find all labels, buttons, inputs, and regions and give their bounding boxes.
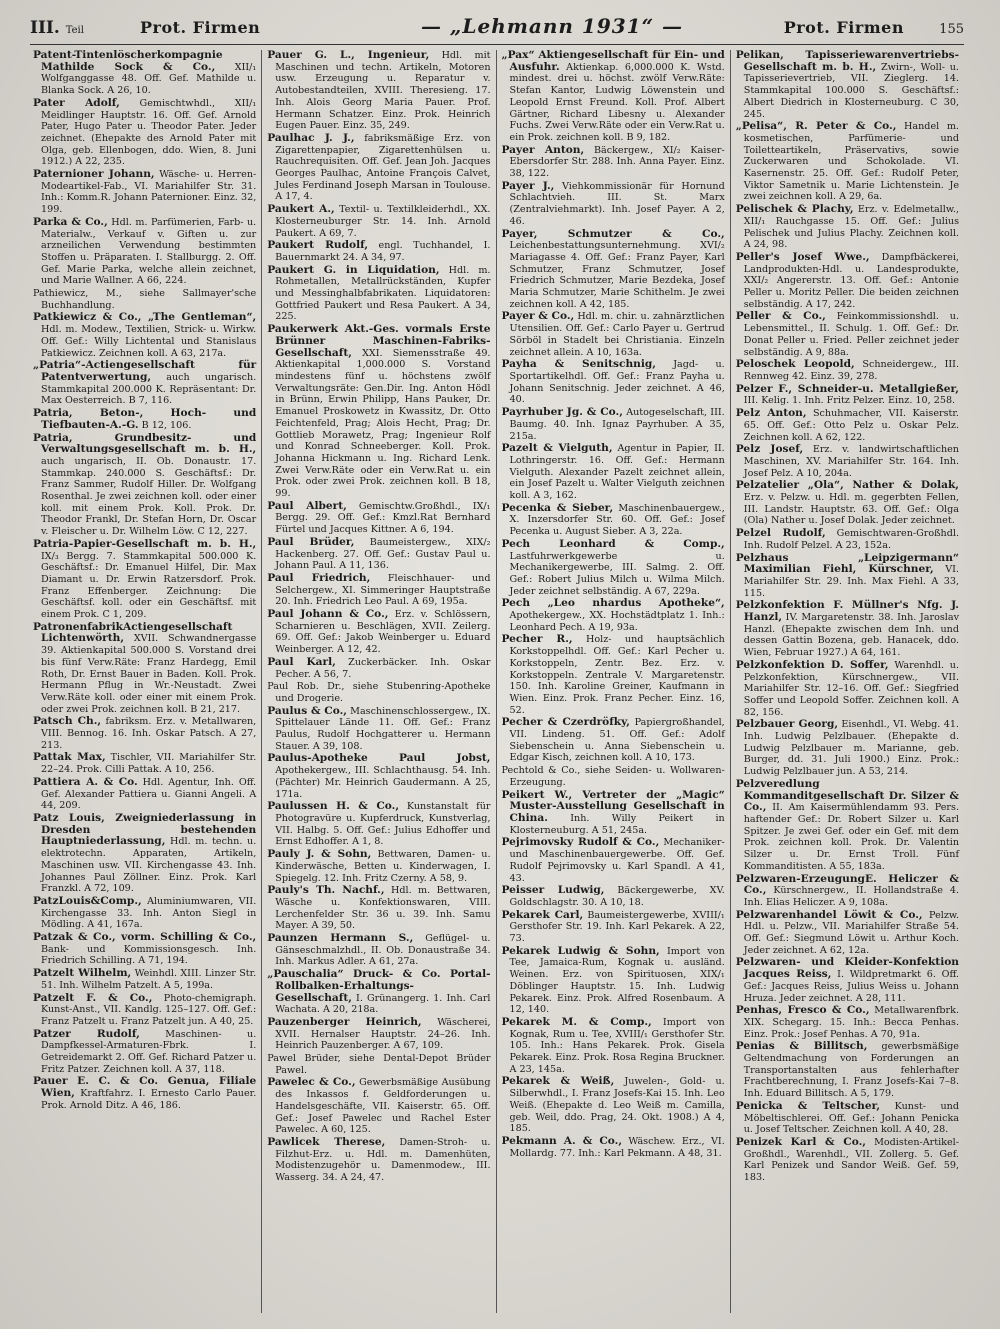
firm-details: Warenhdl. u. Pelzkonfektion, Kürschnergew., VII. Mariahilfer Str. 12–16. Off. Gef.: Siegfried Soffer und Leopold Soffer. Zeichnen koll. A 82, 156.: [743, 659, 959, 718]
firm-name: Patent-Tintenlöscherkompagnie Mathilde Sock & Co.,: [33, 50, 223, 73]
firm-details: Photo-chemigraph. Kunst-Anst., VII. Kandlg. 125–127. Off. Gef.: Franz Patzelt u. Franz Patzelt jun. A 40, 25.: [41, 992, 257, 1027]
firm-name: Paulus-Apotheke Paul Jobst,: [267, 752, 491, 765]
firm-details: Hdl. Agentur, Inh. Off. Gef. Alexander Pattiera u. Gianni Angeli. A 44, 209.: [41, 776, 257, 812]
firm-details: Jagd- u. Sportartikelhdl. Off. Gef.: Franz Payha u. Johann Senitschnig. Jeder zeichnet. A 46, 40.: [509, 359, 725, 406]
page-number: 155: [939, 22, 964, 37]
firm-details: Damen-Stroh- u. Filzhut-Erz. u. Hdl. m. Damenhüten, Modistenzugehör u. Damenmodew., III. Wasserg. 34. A 24, 47.: [275, 1136, 491, 1184]
firm-name: Paternioner Johann,: [33, 168, 155, 181]
firm-name: Pelzveredlung Kommanditgesellschaft Dr. Silzer & Co.,: [735, 777, 959, 814]
firm-details: VI. Mariahilfer Str. 29. Inh. Max Fiehl. A 33, 115.: [743, 564, 959, 599]
directory-entry: [736, 874, 959, 909]
directory-entry: [267, 1017, 490, 1052]
column-2: [262, 50, 496, 1313]
directory-entry: [502, 1017, 725, 1076]
directory-entry: [267, 933, 490, 968]
firm-name: Pater Adolf,: [33, 96, 120, 109]
firm-details: Kürschnergew., II. Hollandstraße 4. Inh. Elias Heliczer. A 9, 108a.: [743, 885, 959, 908]
firm-details: Zwirn-, Woll- u. Tapisserievertrieb, VII. Zieglerg. 14. Stammkapital 100.000 S. Geschäftsf.: Albert Diedrich in Klosterneuburg. C 30, 245.: [743, 61, 959, 120]
firm-details: Viehkommissionär für Hornund Schlachtvieh. III. St. Marx (Zentralviehmarkt). Inh. Josef Payer. A 2, 46.: [509, 180, 725, 227]
directory-entry: [502, 634, 725, 716]
firm-details: Maschinenbauergew., X. Inzersdorfer Str. 60. Off. Gef.: Josef Pecenka u. August Sieber. A 3, 22a.: [509, 502, 725, 538]
firm-name: Patzelt Wilhelm,: [33, 967, 132, 980]
firm-name: Peller's Josef Wwe.,: [735, 250, 870, 263]
directory-entry: [736, 1005, 959, 1040]
part-label: [30, 18, 140, 38]
directory-entry: [736, 600, 959, 659]
firm-name: Pelzkonfektion D. Soffer,: [735, 658, 889, 671]
firm-details: I. Grünangerg. 1. Inh. Carl Wachata. A 20, 218a.: [275, 992, 491, 1016]
firm-details: Juwelen-, Gold- u. Silberwhdl., I. Franz Josefs-Kai 15. Inh. Leo Weiß. (Ehepakte d. Leo Weiß m. Camilla, geb. Weil, ddo. Prag, 24. Okt. 1908.) A 4, 185.: [509, 1076, 725, 1135]
firm-name: „Patria“-Actiengesellschaft für Patentverwertung,: [33, 359, 257, 383]
firm-details: Weinhdl. XIII. Linzer Str. 51. Inh. Wilhelm Patzelt. A 5, 199a.: [41, 968, 257, 991]
firm-details: Tischler, VII. Mariahilfer Str. 22–24. Prok. Cilli Pattak. A 10, 256.: [41, 752, 257, 776]
directory-entry: [736, 553, 959, 600]
firm-details: Pelzw. Hdl. u. Pelzw., VII. Mariahilfer Straße 54. Off. Gef.: Siegmund Löwit u. Arthur Koch. Jeder zeichnet. A 62, 12a.: [743, 909, 959, 956]
firm-details: Wäschew. Erz., VI. Mollardg. 77. Inh.: Karl Pekmann. A 48, 31.: [509, 1135, 725, 1159]
directory-entry: [267, 1137, 490, 1184]
firm-name: Patria, Grundbesitz- und Verwaltungsgesellschaft m. b. H.,: [33, 431, 257, 456]
firm-name: Patzak & Co., vorm. Schilling & Co.,: [33, 931, 257, 944]
firm-name: Pecher & Czerdröfky,: [501, 716, 630, 729]
firm-name: Pelz Anton,: [735, 407, 807, 420]
firm-details: Kunstanstalt für Photogravüre u. Kupferdruck, Kunstverlag, VII. Halbg. 5. Off. Gef.: Julius Edhoffer und Ernst Edhoffer. A 1, 8.: [275, 801, 491, 848]
firm-name: Pekarek Carl,: [501, 908, 584, 921]
firm-name: Pelzwarenhandel Löwit & Co.,: [735, 908, 923, 921]
directory-entry: [502, 837, 725, 884]
section-left: Prot. Firmen: [140, 18, 261, 37]
directory-entry: [736, 252, 959, 311]
firm-name: Peller & Co.,: [735, 310, 826, 323]
firm-name: Patzer Rudolf,: [33, 1027, 140, 1040]
firm-name: Pelzhaus „Leipzigermann“ Maximilian Fiehl, Kürschner,: [735, 551, 959, 576]
firm-name: „Pelisa“, R. Peter & Co.,: [735, 120, 897, 133]
firm-details: auch ungarisch, II. Ob. Donaustr. 17. Stammkap. 240.000 S. Geschäftsf.: Dr. Franz Sammer, Rudolf Hiller. Dr. Wolfgang Rosenthal. Je zwei zeichnen koll. oder einer koll. mit einem Prok. Koll. Prok. Dr. Theodor Frankl, Dr. Stefan Horn, Dr. Oscar v. Fleischer u. Dr. Wilhelm Löw. C 12, 227.: [41, 455, 257, 538]
directory-entry: [33, 716, 256, 751]
firm-details: Pechtold & Co., siehe Seiden- u. Wollwaren-Erzeugung.: [501, 765, 725, 788]
directory-entry: [502, 359, 725, 406]
firm-name: Paulussen H. & Co.,: [267, 800, 400, 813]
directory-entry: [33, 360, 256, 407]
directory-entry: [267, 537, 490, 572]
firm-details: fabriksm. Erz. v. Metallwaren, VIII. Bennog. 16. Inh. Oskar Patsch. A 27, 213.: [41, 716, 257, 751]
firm-details: Dampfbäckerei, Landprodukten-Hdl. u. Landesprodukte, XXI/₂ Angererstr. 13. Off. Gef.: Antonie Peller u. Moritz Peller. Die beiden zeichnen selbständig. A 17, 242.: [743, 251, 959, 310]
firm-details: auch ungarisch. Stammkapital 200.000 K. Repräsentant: Dr. Max Oesterreich. B 7, 116.: [41, 371, 257, 407]
firm-name: Patria, Beton-, Hoch- und Tiefbauten-A.-G.: [33, 407, 257, 431]
firm-name: Paul Brüder,: [267, 535, 355, 548]
directory-entry: [267, 753, 490, 800]
directory-entry: [502, 1076, 725, 1135]
firm-details: Kunst- und Möbeltischlerei. Off. Gef.: Johann Penicka u. Josef Teltscher. Zeichnen koll. A 40, 28.: [743, 1100, 959, 1136]
directory-entry: [736, 957, 959, 1004]
firm-details: Maschinenschlossergew., IX. Spittelauer Lände 11. Off. Gef.: Franz Paulus, Rudolf Hochgatterer u. Hermann Stauer. A 39, 108.: [275, 705, 491, 752]
directory-entry: [267, 657, 490, 680]
firm-name: Payer & Co.,: [501, 310, 575, 323]
firm-name: Paulus & Co.,: [267, 704, 347, 717]
firm-details: Mechaniker- und Maschinenbauergewerbe. Off. Gef. Rudolf Pejrimovsky u. Karl Spandl. A 41, 43.: [509, 837, 725, 884]
directory-entry: [267, 801, 490, 848]
firm-details: Bäckergewerbe, XV. Goldschlagstr. 30. A 10, 18.: [509, 885, 725, 908]
directory-entry: [736, 50, 959, 120]
firm-details: Schuhmacher, VII. Kaiserstr. 65. Off. Gef.: Otto Pelz u. Oskar Pelz. Zeichnen koll. A 62, 122.: [743, 408, 959, 443]
directory-entry: [267, 1077, 490, 1136]
firm-name: Paukert G. in Liquidation,: [267, 263, 440, 276]
firm-name: Patria-Papier-Gesellschaft m. b. H.,: [33, 537, 257, 550]
firm-details: Kraftfahrz. I. Ernesto Carlo Pauer. Prok. Arnold Ditz. A 46, 186.: [41, 1088, 257, 1111]
firm-details: Handel m. kosmetischen, Parfümerie- und Toiletteartikeln, Präservativs, sowie Zuckerwaren und Schokolade. VI. Kasernenstr. 25. Off. Gef.: Rudolf Peter, Viktor Sametnik u. Marie Lichtenstein. Je zwei zeichnen koll. A 29, 6a.: [743, 121, 959, 203]
directory-entry: [736, 408, 959, 443]
column-4: [731, 50, 964, 1313]
directory-entry: [502, 717, 725, 764]
firm-details: Wäsche- u. Herren-Modeartikel-Fab., VI. Mariahilfer Str. 31. Inh.: Komm.R. Johann Paternioner. Einz. 32, 199.: [41, 169, 257, 216]
directory-entry: [267, 204, 490, 239]
firm-details: Papiergroßhandel, VII. Lindeng. 51. Off. Gef.: Adolf Siebenschein u. Anna Siebenschein u. Edgar Kisch, zeichnen koll. A 10, 173.: [509, 717, 725, 764]
firm-details: Bank- und Kommissionsgesch. Inh. Friedrich Schilling. A 71, 194.: [41, 943, 257, 967]
firm-name: Pauer G. L., Ingenieur,: [267, 50, 430, 61]
firm-name: Payha & Senitschnig,: [501, 358, 656, 371]
firm-name: Pech Leonhard & Comp.,: [501, 537, 725, 550]
column-1: [28, 50, 262, 1313]
firm-name: Pelzkonfektion F. Müllner's Nfg. J. Hanzl,: [735, 599, 959, 624]
firm-name: Pelzbauer Georg,: [735, 718, 839, 731]
directory-entry: [502, 790, 725, 837]
firm-details: XII/₁ Wolfganggasse 48. Off. Gef. Mathilde u. Blanka Sock. A 26, 10.: [41, 61, 257, 97]
firm-name: Patsch Ch.,: [33, 715, 102, 728]
firm-name: Pelzwaren-ErzeugungE. Heliczer & Co.,: [735, 872, 959, 897]
directory-entry: [267, 609, 490, 656]
firm-details: Baumeistergewerbe, XVIII/₁ Gersthofer Str. 19. Inh. Karl Pekarek. A 22, 73.: [509, 909, 725, 945]
running-title: — „Lehmann 1931“ —: [420, 14, 684, 38]
directory-entry: [736, 660, 959, 719]
directory-entry: [33, 217, 256, 287]
directory-entry: [736, 1101, 959, 1136]
firm-details: Agentur in Papier, II. Lothringerstr. 16. Off. Gef.: Hermann Vielguth. Alexander Pazelt zeichnet allein, ein Josef Pazelt u. Walter Vielguth zeichnen koll. A 3, 162.: [509, 443, 725, 502]
firm-details: gewerbsmäßige Geltendmachung von Forderungen an Transportanstalten aus fehlerhafter Frachtberechnung, I. Franz Josefs-Kai 7–8. Inh. Eduard Billitsch. A 5, 179.: [743, 1041, 959, 1100]
firm-name: Patz Louis, Zweigniederlassung in Dresden bestehenden Hauptniederlassung,: [33, 812, 257, 848]
directory-entry: [736, 719, 959, 778]
directory-entry: [33, 408, 256, 431]
firm-details: Schneidergew., III. Rennweg 42. Einz. 39, 278.: [743, 359, 959, 382]
directory-entry: [502, 311, 725, 358]
part-number: III.: [30, 18, 60, 38]
firm-name: Payer, Schmutzer & Co.,: [501, 227, 725, 240]
firm-name: Pauly's Th. Nachf.,: [267, 884, 385, 897]
firm-details: Paul Rob. Dr., siehe Stubenring-Apotheke und Drogerie.: [267, 681, 491, 704]
page-header: [30, 14, 964, 45]
firm-details: B 12, 106.: [141, 419, 192, 431]
directory-entry: [502, 145, 725, 180]
directory-entry: [33, 1076, 256, 1111]
directory-entry: [267, 324, 490, 500]
firm-name: Paul Friedrich,: [267, 571, 371, 584]
firm-name: Pelzer F., Schneider-u. Metallgießer,: [735, 382, 959, 395]
directory-entry: [33, 813, 256, 895]
directory-entry: [736, 528, 959, 551]
firm-name: Pawelec & Co.,: [267, 1076, 356, 1089]
firm-details: Holz- und hauptsächlich Korkstoppelhdl. Off. Gef.: Karl Pecher u. Korkstoppeln, Zentr. Bez. Erz. v. Korkstoppeln. Zentrale V. Margaretenstr. 150. Inh. Karoline Greiner, Kaufmann in Wien. Einz. Prok. Franz Pecher. Einz. 16, 52.: [509, 634, 725, 716]
firm-name: Paukerwerk Akt.-Ges. vormals Erste Brünner Maschinen-Fabriks-Gesellschaft,: [267, 323, 491, 359]
firm-details: Gemischtwaren-Großhdl. Inh. Rudolf Pelzel. A 23, 152a.: [743, 528, 959, 551]
directory-entry: [267, 50, 490, 132]
firm-name: Payer J.,: [501, 179, 555, 192]
firm-name: Pejrimovsky Rudolf & Co.,: [501, 836, 660, 849]
firm-name: PatronenfabrikActiengesellschaft Lichtenwörth,: [33, 620, 233, 645]
firm-details: Maschinen- u. Dampfkessel-Armaturen-Fbrk. I. Getreidemarkt 2. Off. Gef. Richard Patzer u. Fritz Patzer. Zeichnen koll. A 37, 118.: [41, 1028, 257, 1075]
directory-entry: [502, 443, 725, 502]
directory-entry: [33, 288, 256, 311]
firm-details: Zuckerbäcker. Inh. Oskar Pecher. A 56, 7.: [275, 656, 491, 680]
firm-details: Feinkommissionshdl. u. Lebensmittel., II. Schulg. 1. Off. Gef.: Dr. Donat Peller u. Fried. Peller zeichnet jeder selbständig. A 9, 88a.: [743, 311, 959, 358]
firm-name: Pauzenberger Heinrich,: [267, 1015, 422, 1028]
directory-entry: [736, 121, 959, 203]
firm-name: Pelzel Rudolf,: [735, 527, 826, 540]
firm-name: Patzelt F. & Co.,: [33, 991, 153, 1004]
firm-name: Payrhuber Jg. & Co.,: [501, 406, 623, 419]
directory-entry: [267, 885, 490, 932]
firm-details: XXI. Siemensstraße 49. Aktienkapital 1,000.000 S. Vorstand mindestens fünf u. höchstens zwölf Verwaltungsräte: Gen.Dir. Ing. Anton Hödl in Brünn, Erwin Philipp, Hans Pauker, Dr. Emanuel Proskowetz in Kwassitz, Dr. Otto Feichtenfeld, Prag; Alois Hecht, Prag; Dr. Gottlieb Morawetz, Prag; Ingenieur Rolf und Konrad Schneeberger. Koll. Prok. Johanna Hickmann u. Ing. Richard Lenk. Zwei Verw.Räte oder ein Verw.Rat u. ein Prok. oder zwei Prok. zeichnen koll. B 18, 99.: [275, 347, 491, 500]
firm-name: Pelischek & Plachy,: [735, 203, 854, 216]
firm-name: Pelz Josef,: [735, 443, 804, 456]
firm-details: Lastfuhrwerkgewerbe u. Mechanikergewerbe, III. Salmg. 2. Off. Gef.: Robert Julius Milch u. Wilma Milch. Jeder zeichnet selbständig. A 67, 229a.: [509, 550, 725, 597]
firm-details: Geflügel- u. Gänseschmalzhdl., II. Ob. Donaustraße 34. Inh. Markus Adler. A 61, 27a.: [275, 933, 491, 968]
firm-name: Pecher R.,: [501, 633, 573, 646]
firm-details: Erz. v. landwirtschaftlichen Maschinen, XV. Mariahilfer Str. 164. Inh. Josef Pelz. A 10, 204a.: [743, 444, 959, 479]
firm-name: Pauly J. & Sohn,: [267, 848, 372, 861]
firm-details: Bettwaren, Damen- u. Kinderwäsche, Betten u. Kinderwagen, I. Spiegelg. 12. Inh. Fritz Czerny. A 58, 9.: [275, 849, 491, 884]
directory-entry: [267, 133, 490, 203]
directory-entry: [267, 501, 490, 536]
firm-details: Aktienkap. 6,000.000 K. Wstd. mindest. drei u. höchst. zwölf Verw.Räte: Stefan Kantor, Ludwig Löwenstein und Leopold Ernst Freund. Koll. Prof. Albert Gärtner, Richard Libesny u. Alexander Fuchs. Zwei Verw.Räte oder ein Verw.Rat u. ein Prok. zeichnen koll. B 9, 182.: [509, 61, 725, 143]
firm-details: Gemischtwhdl., XII/₁ Meidlinger Hauptstr. 16. Off. Gef. Arnold Pater, Hugo Pater u. Theodor Pater. Jeder zeichnet. (Ehepakte des Arnold Pater mit Olga, geb. Ellenbogen, ddo. Wien, 8. Juni 1912.) A 22, 235.: [41, 97, 257, 168]
directory-entry: [267, 240, 490, 263]
firm-details: Textil- u. Textilkleiderhdl., XX. Klosterneuburger Str. 14. Inh. Arnold Paukert. A 69, 7.: [275, 204, 491, 239]
directory-entry: [267, 573, 490, 608]
firm-details: Inh. Willy Peikert in Klosterneuburg. A 51, 245a.: [509, 813, 725, 836]
firm-details: fabriksmäßige Erz. von Zigarettenpapier, Zigarettenhülsen u. Rauchrequisiten. Off. Gef. Jean Joh. Jacques Georges Paulhac, Antoine François Calvet, Jules Ferdinand Joseph Marsan in Toulouse. A 17, 4.: [275, 132, 491, 203]
directory-entry: [267, 1053, 490, 1076]
firm-details: Fleischhauer- und Selchergew., XI. Simmeringer Hauptstraße 20. Inh. Friedrich Leo Paul. A 69, 195a.: [275, 572, 491, 608]
firm-details: II. Am Kaisermühlendamm 93. Pers. haftender Gef.: Dr. Robert Silzer u. Karl Spitzer. Je zwei Gef. oder ein Gef. mit dem Prok. zeichnen koll. Prok. Dr. Valentin Silzer u. Dr. Ernst Troll. Fünf Kommanditisten. A 55, 183a.: [743, 802, 959, 872]
firm-name: Patkiewicz & Co., „The Gentleman“,: [33, 311, 257, 324]
firm-name: Paul Johann & Co.,: [267, 608, 389, 621]
directory-entry: [736, 480, 959, 527]
firm-details: Hdl. m. chir. u. zahnärztlichen Utensilien. Off. Gef.: Carlo Payer u. Gertrud Sörböl in Stadelt bei Christiania. Einzeln zeichnet allein. A 10, 163a.: [509, 311, 725, 358]
firm-details: Hdl. m. Parfümerien, Farb- u. Materialw., Verkauf v. Giften u. zur arzneilichen Verwendung bestimmten Stoffen u. Präparaten. I. Stallburgg. 2. Off. Gef. Marie Parka, welche allein zeichnet, und Marie Wallner. A 66, 224.: [41, 216, 257, 287]
firm-name: Peisser Ludwig,: [501, 884, 605, 897]
firm-name: Pech „Leo nhardus Apotheke“,: [501, 597, 725, 610]
firm-details: Leichenbestattungsunternehmung. XVI/₂ Mariagasse 4. Off. Gef.: Franz Payer, Karl Schmutzer, Franz Schmutzer, Josef Friedrich Schmutzer, Marie Bezdeka, Josef Maria Schmutzer, Marie Schithelm. Je zwei zeichnen koll. A 42, 185.: [509, 240, 725, 310]
firm-name: Pekarek Ludwig & Sohn,: [501, 944, 660, 957]
firm-details: Hdl. m. techn. u. elektrotechn. Apparaten, Artikeln, Maschinen usw. VII. Kirchengasse 43. Inh. Johannes Paul Zöllner. Einz. Prok. Karl Franzkl. A 72, 109.: [41, 836, 257, 895]
firm-details: Modisten-Artikel-Großhdl., Warenhdl., VII. Zollerg. 5. Gef. Karl Penizek und Sandor Weiß. Gef. 59, 183.: [743, 1136, 959, 1184]
directory-entry: [502, 407, 725, 442]
firm-details: Import von Tee, Jamaica-Rum, Kognak u. ausländ. Weinen. Erz. von Spirituosen, XIX/₁ Döblinger Hauptstr. 15. Inh. Ludwig Pekarek. Einz. Prok. Alfred Rosenbaum. A 12, 140.: [509, 945, 725, 1016]
directory-entry: [736, 1041, 959, 1100]
firm-name: Paukert A.,: [267, 203, 335, 216]
firm-details: Erz. v. Schlössern, Scharnieren u. Beschlägen, XVII. Zeilerg. 69. Off. Gef.: Jakob Weinberger u. Eduard Weinberger. A 12, 42.: [275, 609, 491, 656]
directory-entry: [502, 539, 725, 598]
firm-name: Pekmann A. & Co.,: [501, 1134, 623, 1147]
directory-entry: [33, 993, 256, 1028]
directory-entry: [33, 312, 256, 359]
directory-entry: [267, 681, 490, 704]
firm-name: Paul Albert,: [267, 499, 347, 512]
firm-details: Apothekergew., III. Schlachthausg. 54. Inh. (Pächter) Mr. Heinrich Gaudermann. A 25, 171a.: [275, 765, 491, 800]
firm-details: Baumeistergew., XIX/₂ Hackenberg. 27. Off. Gef.: Gustav Paul u. Johann Paul. A 11, 136.: [275, 536, 491, 572]
directory-entry: [267, 706, 490, 753]
firm-name: Pattak Max,: [33, 751, 106, 764]
directory-entry: [33, 622, 256, 716]
firm-name: Penias & Billitsch,: [735, 1040, 868, 1053]
firm-details: Hdl. m. Bettwaren, Wäsche u. Konfektionswaren, VIII. Lerchenfelder Str. 36 u. 39. Inh. Samu Mayer. A 39, 50.: [275, 885, 491, 932]
firm-name: Paunzen Hermann S.,: [267, 932, 414, 945]
part-teil: Teil: [65, 25, 84, 36]
firm-name: Pecenka & Sieber,: [501, 501, 614, 514]
firm-details: Hdl. m. Modew., Textilien, Strick- u. Wirkw. Off. Gef.: Willy Lichtental und Stanislaus Patkiewicz. Zeichnen koll. A 63, 217a.: [41, 324, 257, 359]
directory-entry: [33, 539, 256, 621]
directory-entry: [33, 433, 256, 538]
firm-details: Import von Kognak, Rum u. Tee, XVIII/₁ Gersthofer Str. 105. Inh.: Hans Pekarek. Prok. Gisela Pekarek. Einz. Prok. Rosa Regina Bruckner. A 23, 145a.: [509, 1016, 725, 1075]
firm-details: Bäckergew., XI/₂ Kaiser-Ebersdorfer Str. 288. Inh. Anna Payer. Einz. 38, 122.: [509, 144, 725, 180]
firm-name: Pelzwaren- und Kleider-Konfektion Jacques Reiss,: [735, 956, 959, 981]
firm-name: Penhas, Fresco & Co.,: [735, 1004, 870, 1017]
directory-entry: [502, 229, 725, 311]
directory-entry: [267, 849, 490, 884]
directory-entry: [736, 311, 959, 358]
directory-entry: [267, 969, 490, 1016]
firm-name: Pauer E. C. & Co. Genua, Filiale Wien,: [33, 1075, 257, 1100]
firm-name: Paukert Rudolf,: [267, 239, 369, 252]
directory-entry: [502, 765, 725, 788]
directory-entry: [33, 50, 256, 97]
directory-entry: [33, 968, 256, 991]
firm-name: Penizek Karl & Co.,: [735, 1135, 866, 1148]
firm-details: Autogeselschaft, III. Baumg. 40. Inh. Ignaz Payrhuber. A 35, 215a.: [509, 407, 725, 442]
firm-name: Parka & Co.,: [33, 215, 108, 228]
directory-entry: [736, 204, 959, 251]
directory-entry: [502, 885, 725, 908]
firm-name: Pattiera A. & Co.: [33, 775, 138, 788]
section-right: Prot. Firmen: [783, 18, 904, 37]
firm-details: Pawel Brüder, siehe Dental-Depot Brüder Pawel.: [267, 1053, 491, 1076]
firm-details: Metallwarenfbrk. XIX. Schegarg. 15. Inh.: Becca Penhas. Einz. Prok.: Josef Penhas. A 70, 91a.: [743, 1005, 959, 1040]
directory-entry: [736, 1137, 959, 1184]
firm-details: Gewerbsmäßige Ausübung des Inkassos f. Geldforderungen u. Handelsgeschäfte, VII. Kaiserstr. 65. Off. Gef.: Josef Pawelec und Rachel Ester Pawelec. A 60, 125.: [275, 1077, 491, 1136]
firm-name: „Pax“ Aktiengesellschaft für Ein- und Ausfuhr.: [501, 50, 725, 73]
firm-name: Pelzatelier „Ola“, Nather & Dolak,: [735, 479, 959, 492]
directory-entry: [33, 752, 256, 775]
firm-name: „Pauschalia“ Druck- & Co. Portal-Rollbalken-Erhaltungs-Gesellschaft,: [267, 968, 491, 1004]
directory-entry: [736, 384, 959, 407]
directory-entry: [502, 910, 725, 945]
firm-details: engl. Tuchhandel, I. Bauernmarkt 24. A 34, 97.: [275, 240, 491, 263]
directory-entry: [502, 946, 725, 1016]
directory-entry: [502, 503, 725, 538]
directory-entry: [33, 932, 256, 967]
firm-details: Erz. v. Edelmetallw., XII/₁ Rauchgasse 15. Off. Gef.: Julius Pelischek und Julius Plachy. Zeichnen koll. A 24, 98.: [743, 204, 959, 251]
firm-name: Peloschek Leopold,: [735, 358, 855, 371]
directory-entry: [33, 98, 256, 168]
firm-details: Hdl. m. Rohmetallen, Metallrückständen, Kupfer und Messinghalbfabrikaten. Liquidatoren: Gottfried Paukert und Resa Paukert. A 34, 225.: [275, 264, 491, 323]
firm-details: Pathiewicz, M., siehe Sallmayer'sche Buchhandlung.: [33, 288, 257, 311]
firm-details: XVII. Schwandnergasse 39. Aktienkapital 500.000 S. Vorstand drei bis fünf Verw.Räte: Franz Hardegg, Emil Roth, Dr. Ernst Bauer in Baden. Koll. Prok. Hermann Pflug in Wr.-Neustadt. Zwei Verw.Räte koll. oder einer mit einem Prok. oder zwei Prok. zeichnen koll. B 21, 217.: [41, 633, 257, 715]
firm-details: IV. Margaretenstr. 38. Inh. Jaroslav Hanzl. (Ehepakte zwischen dem Inh. und dessen Gattin Bozena, geb. Hanacek, ddo. Wien, Februar 1927.) A 64, 161.: [743, 612, 959, 659]
firm-details: I. Wildpretmarkt 6. Off. Gef.: Jacques Reiss, Julius Weiss u. Johann Hruza. Jeder zeichnet. A 28, 111.: [743, 969, 959, 1004]
firm-name: Paulhac J. J.,: [267, 131, 355, 144]
firm-name: Pelikan, Tapisseriewarenvertriebs-Gesellschaft m. b. H.,: [735, 50, 959, 73]
firm-name: Paul Karl,: [267, 655, 336, 668]
firm-name: PatzLouis&Comp.,: [33, 894, 142, 907]
firm-details: Wäscherei, XVII. Hernalser Hauptstr. 24–26. Inh. Heinrich Pauzenberger. A 67, 109.: [275, 1016, 491, 1052]
firm-name: Peikert W., Vertreter der „Magic“ Muster-Ausstellung Gesellschaft in China.: [501, 788, 725, 824]
columns: [28, 50, 964, 1313]
firm-details: Erz. v. Pelzw. u. Hdl. m. gegerbten Fellen, III. Landstr. Hauptstr. 63. Off. Gef.: Olga (Ola) Nather u. Josef Dolak. Jeder zeichnet.: [743, 492, 959, 527]
firm-details: Hdl. mit Maschinen und techn. Artikeln, Motoren usw. Erzeugung u. Reparatur v. Autobestandteilen, XVIII. Theresieng. 17. Inh. Alois Georg Maria Pauer. Prof. Hermann Schatzer. Einz. Prok. Heinrich Eugen Pauer. Einz. 35, 249.: [275, 50, 491, 132]
firm-name: Pekarek M. & Comp.,: [501, 1015, 652, 1028]
firm-details: Eisenhdl., VI. Webg. 41. Inh. Ludwig Pelzlbauer. (Ehepakte d. Ludwig Pelzlbauer m. Marianne, geb. Burger, dd. 31. Juli 1900.) Einz. Prok.: Ludwig Pelzlbauer jun. A 53, 214.: [743, 719, 959, 778]
firm-details: IX/₃ Bergg. 7. Stammkapital 500.000 K. Geschäftsf.: Dr. Emanuel Hilfel, Dir. Max Diamant u. Dr. Erwin Ratzersdorf. Prok. Franz Effenberger. Zeichnung: Die Geschäftsf. koll. oder ein Geschäftsf. mit einem Prok. C 1, 209.: [41, 550, 257, 621]
directory-entry: [33, 777, 256, 812]
directory-entry: [33, 896, 256, 931]
firm-details: III. Kelig. 1. Inh. Fritz Pelzer. Einz. 10, 258.: [743, 395, 956, 407]
firm-name: Pazelt & Vielguth,: [501, 442, 613, 455]
directory-entry: [736, 359, 959, 382]
directory-entry: [502, 1136, 725, 1159]
firm-details: Gemischtw.Großhdl., IX/₁ Bergg. 29. Off. Gef.: Kmzl.Rat Bernhard Fürtel und Jacques Kittner. A 6, 194.: [275, 500, 491, 536]
firm-name: Pekarek & Weiß,: [501, 1075, 615, 1088]
directory-entry: [736, 444, 959, 479]
firm-details: Aluminiumwaren, VII. Kirchengasse 33. Inh. Anton Siegl in Mödling. A 41, 167a.: [41, 895, 257, 931]
column-3: [497, 50, 731, 1313]
firm-name: Pawlicek Therese,: [267, 1135, 386, 1148]
directory-entry: [33, 1029, 256, 1076]
directory-entry: [502, 181, 725, 228]
directory-entry: [267, 265, 490, 324]
directory-entry: [502, 50, 725, 144]
firm-name: Penicka & Teltscher,: [735, 1099, 881, 1112]
directory-entry: [502, 598, 725, 633]
directory-entry: [33, 169, 256, 216]
firm-name: Payer Anton,: [501, 143, 585, 156]
firm-details: Apothekergew., XX. Hochstädtplatz 1. Inh.: Leonhard Pech. A 19, 93a.: [509, 610, 725, 633]
directory-entry: [736, 910, 959, 957]
directory-entry: [736, 779, 959, 873]
